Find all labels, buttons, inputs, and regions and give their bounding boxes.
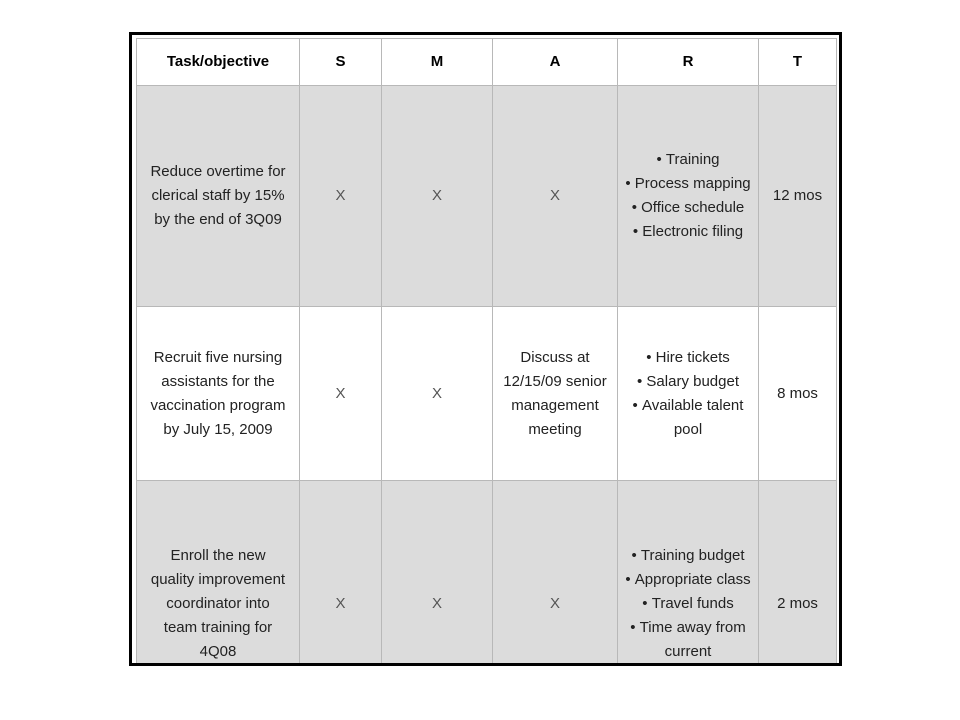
table-row [137,481,837,667]
t-cell: 2 mos [759,481,837,667]
t-cell: 12 mos [759,86,837,307]
r-cell [618,307,759,481]
list-item: • Training budget [624,544,752,568]
s-cell: X [300,86,382,307]
m-cell: X [382,481,493,667]
header-measurable: M [382,39,493,86]
resource-list [624,544,752,664]
header-specific: S [300,39,382,86]
r-cell [618,481,759,667]
header-row [137,39,837,86]
list-item: • Hire tickets [624,346,752,370]
table-row [137,86,837,307]
header-relevant: R [618,39,759,86]
resource-list [624,148,752,244]
list-item: • Time away from current [624,616,752,664]
smart-goals-table [136,38,837,666]
header-task-objective: Task/objective [137,39,300,86]
list-item: • Electronic filing [624,220,752,244]
list-item: • Salary budget [624,370,752,394]
header-time-bound: T [759,39,837,86]
a-cell: Discuss at 12/15/09 senior management meeting [493,307,618,481]
task-cell: Enroll the new quality improvement coordinator into team training for 4Q08 [137,481,300,667]
r-cell [618,86,759,307]
list-item: • Office schedule [624,196,752,220]
a-cell: X [493,481,618,667]
list-item: • Travel funds [624,592,752,616]
s-cell: X [300,307,382,481]
table-row [137,307,837,481]
smart-goals-table-frame [129,32,842,666]
task-cell: Recruit five nursing assistants for the vaccination program by July 15, 2009 [137,307,300,481]
task-cell: Reduce overtime for clerical staff by 15% by the end of 3Q09 [137,86,300,307]
t-cell: 8 mos [759,307,837,481]
resource-list [624,346,752,442]
list-item: • Training [624,148,752,172]
m-cell: X [382,307,493,481]
header-attainable: A [493,39,618,86]
a-cell: X [493,86,618,307]
list-item: • Available talent pool [624,394,752,442]
s-cell: X [300,481,382,667]
list-item: • Process mapping [624,172,752,196]
list-item: • Appropriate class [624,568,752,592]
m-cell: X [382,86,493,307]
